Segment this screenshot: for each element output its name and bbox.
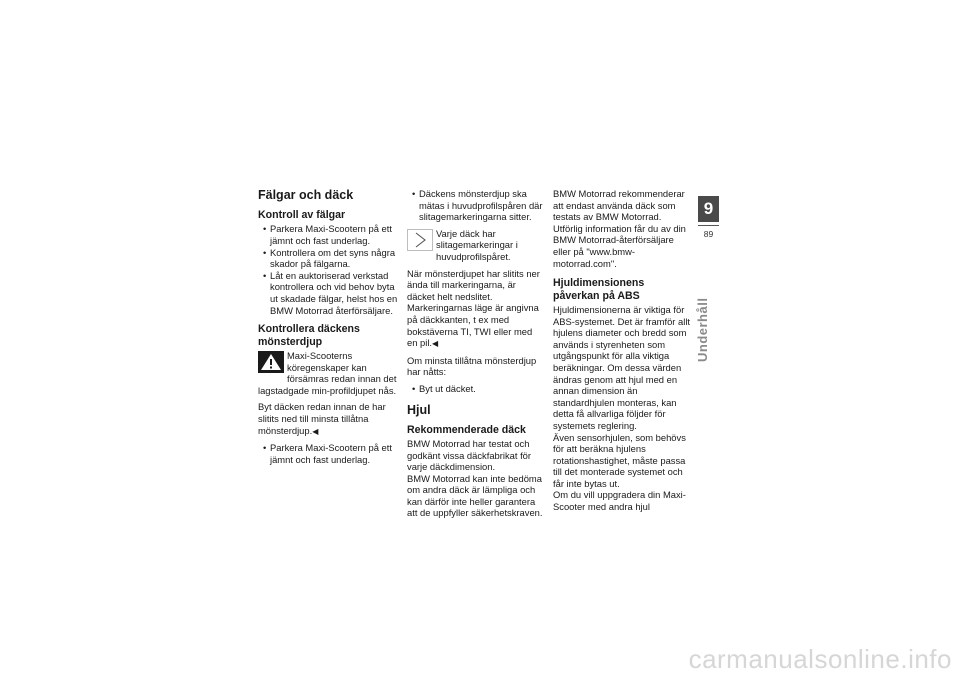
column-2 <box>407 188 545 524</box>
note-arrow-icon <box>407 229 433 251</box>
heading-check-tread: Kontrollera däckens mönsterdjup <box>258 323 360 348</box>
heading-recommended: Rekommenderade däck <box>407 423 526 436</box>
list-item: • Parkera Maxi-Scootern på ett jämnt och fast underlag. <box>258 223 398 246</box>
rec-text-2: BMW Motorrad kan inte bedöma om andra däck är lämpliga och kan därför inte heller garantera att de uppfyller säkerhetskraven. <box>407 472 543 519</box>
column-3 <box>553 188 693 518</box>
section-title: Fälgar och däck <box>258 188 354 202</box>
paragraph-replace <box>258 401 398 437</box>
end-mark: ◀ <box>312 426 319 436</box>
paragraph-wear <box>407 268 545 350</box>
heading-check-rims: Kontroll av fälgar <box>258 209 346 221</box>
replace-text: Byt däcken redan innan de har slitits ned till minsta tillåtna mönsterdjup. <box>258 401 386 436</box>
rec-text-1: BMW Motorrad har testat och godkänt vissa däckfabrikat för varje däckdimension. <box>407 437 532 473</box>
warning-text: Maxi-Scooterns köregenskaper kan försämras redan innan det lagstadgade min-profildjupet nås. <box>258 349 397 396</box>
list-item: • Parkera Maxi-Scootern på ett jämnt och fast underlag. <box>258 442 398 465</box>
chapter-number: 9 <box>698 196 719 222</box>
rec-text-3: BMW Motorrad rekommenderar att endast använda däck som testats av BMW Motorrad. <box>553 188 685 223</box>
info-note <box>407 228 545 263</box>
abs-text-1: Hjuldimensionerna är viktiga för ABS-systemet. Det är framför allt hjulens diameter och bredd som används i styrenheten som utgångspunkt för alla viktiga beräkningar. Om dessa värden ändras genom att hjul med en annan dimension än standardhjulen monteras, kan detta få allvarliga följder för systemets reglering. <box>553 303 691 431</box>
column-1 <box>258 188 398 470</box>
chapter-divider <box>698 225 719 226</box>
chapter-title: Underhåll <box>695 297 710 362</box>
end-mark: ◀ <box>432 339 439 349</box>
abs-text-2: Även sensorhjulen, som behövs för att beräkna hjulens rotationshastighet, måste passa till det monterade systemet och får inte bytas ut. <box>553 431 686 489</box>
page-number: 89 <box>703 229 714 239</box>
wear-text: När mönsterdjupet har slitits ner ända till markeringarna, är däcket helt nedslitet. Markeringarnas läge är angivna på däckkanten, t ex med bokstäverna TI, TWI eller med en pil. <box>407 267 540 349</box>
watermark: carmanualsonline.info <box>688 644 952 674</box>
chapter-marker <box>698 196 719 239</box>
rim-check-list <box>258 223 398 316</box>
abs-text-3: Om du vill uppgradera din Maxi-Scooter med andra hjul <box>553 489 686 513</box>
list-item: • Låt en auktoriserad verkstad kontrollera och vid behov byta ut skadade fälgar, helst hos en BMW Motorrad återförsäljare. <box>258 270 398 316</box>
min-action-list <box>407 383 545 395</box>
min-text: Om minsta tillåtna mönsterdjup har nåtts: <box>407 354 537 378</box>
warning-triangle-icon <box>258 351 284 373</box>
list-item: • Däckens mönsterdjup ska mätas i huvudprofilspåren där slitagemarkeringarna sitter. <box>407 188 545 223</box>
warning-note <box>258 350 398 396</box>
tread-check-list <box>258 442 398 465</box>
list-item: • Byt ut däcket. <box>407 383 545 395</box>
heading-wheels: Hjul <box>407 402 431 417</box>
heading-abs: Hjuldimensionens påverkan på ABS <box>553 277 645 302</box>
list-item: • Kontrollera om det syns några skador på fälgarna. <box>258 247 398 270</box>
info-text: Utförlig information får du av din BMW Motorrad-återförsäljare eller på "www.bmw-motorrad.com". <box>553 222 686 269</box>
note-text: Varje däck har slitagemarkeringar i huvudprofilspåret. <box>436 227 518 262</box>
tread-measure-list <box>407 188 545 223</box>
